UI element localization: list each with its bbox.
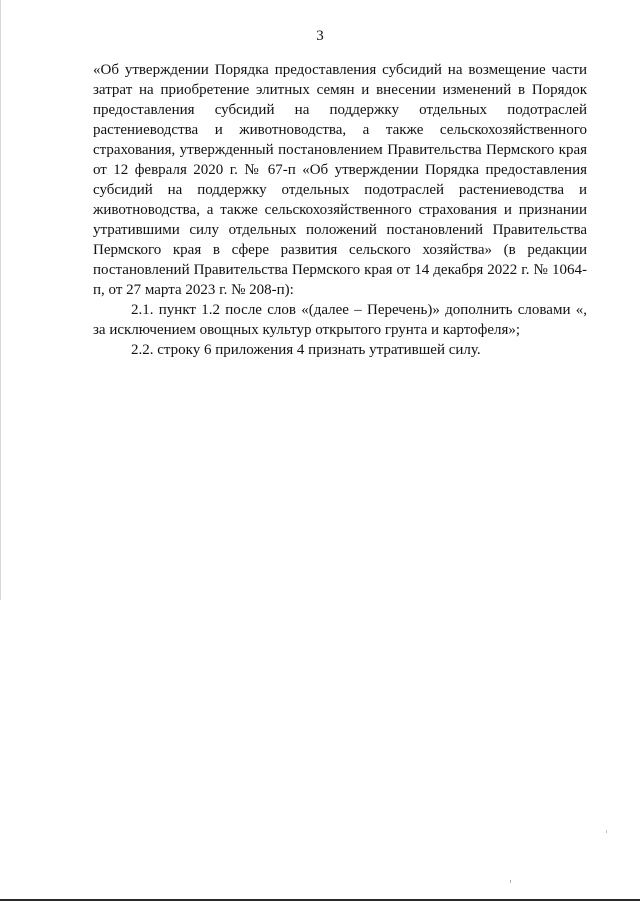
scan-speck: [510, 880, 511, 883]
scan-left-edge: [0, 0, 1, 600]
paragraph-item-2-1: 2.1. пункт 1.2 после слов «(далее – Перечень)» дополнить словами «, за исключением овощных культур открытого грунта и картофеля»;: [93, 302, 587, 338]
page-number: 3: [316, 28, 324, 44]
paragraph-continuation: «Об утверждении Порядка предоставления субсидий на возмещение части затрат на приобретение элитных семян и внесении изменений в Порядок предоставления субсидий на поддержку отдельных подотраслей растениеводства и животноводства, а также сельскохозяйственного страхования, утвержденный постановлением Правительства Пермского края от 12 февраля 2020 г. № 67-п «Об утверждении Порядка предоставления субсидий на поддержку отдельных подотраслей растениеводства и животноводства, а также сельскохозяйственного страхования и признании утратившими силу отдельных положений постановлений Правительства Пермского края в сфере развития сельского хозяйства» (в редакции постановлений Правительства Пермского края от 14 декабря 2022 г. № 1064-п, от 27 марта 2023 г. № 208-п):: [93, 62, 587, 298]
scan-bottom-edge: [0, 899, 640, 901]
document-body: [93, 60, 587, 360]
scan-speck: [606, 830, 607, 833]
paragraph-item-2-2: 2.2. строку 6 приложения 4 признать утратившей силу.: [131, 342, 481, 358]
